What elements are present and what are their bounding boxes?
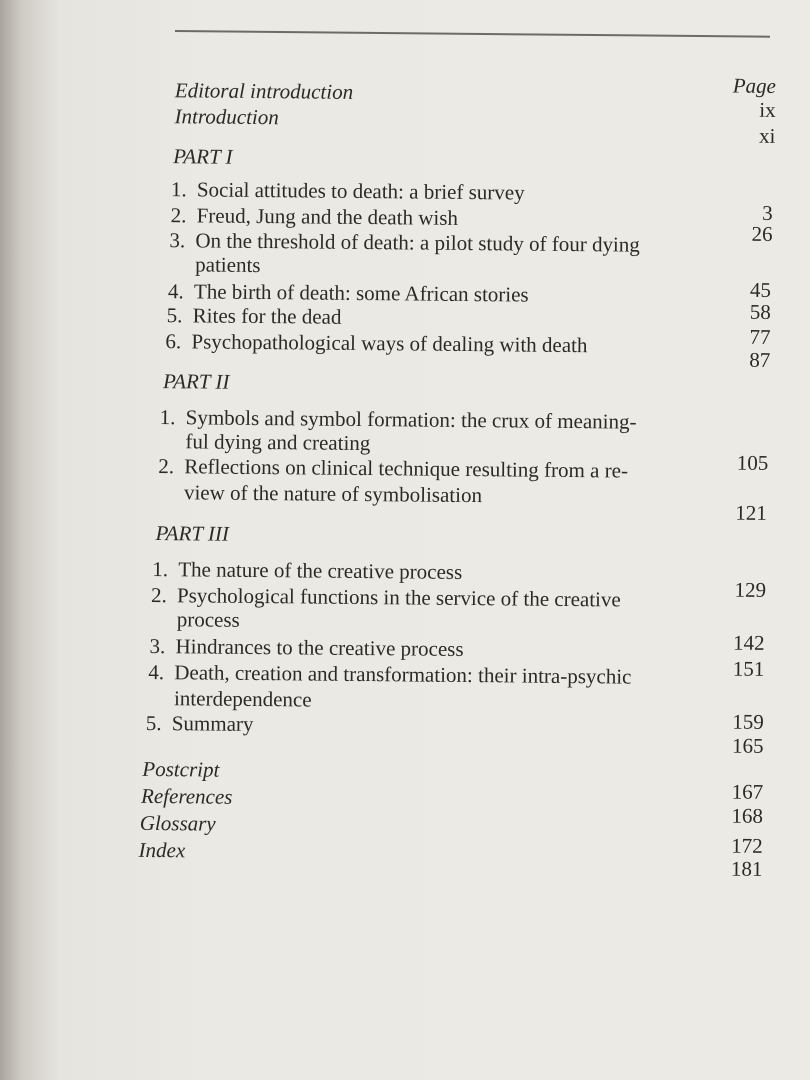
toc-entry-title: Death, creation and transformation: their intra-psychic [174,660,632,689]
toc-entry-page: 165 [731,733,764,758]
toc-entry-title-continued: process [176,607,240,632]
toc-entry-title: Hindrances to the creative process [175,634,464,661]
toc-entry-title: Rites for the dead [192,303,342,329]
toc-entry-title-continued: interdependence [173,686,312,712]
toc-entry-title-continued: patients [195,252,261,278]
toc-entry-number: 4. [148,659,165,685]
toc-entry-title: Summary [171,711,254,736]
toc-entry-page: xi [759,123,776,148]
toc-entry-page: 172 [731,833,763,858]
toc-entry-page: 151 [732,656,765,681]
toc-entry-number: 4. [167,279,184,304]
toc-entry-title: Introduction [174,104,279,130]
toc-entry-page: 121 [735,500,767,525]
toc-entry-number: 1. [170,177,187,202]
toc-entry-page: 3 [762,200,773,225]
toc-entry-number: 1. [152,556,169,582]
toc-entry-title-continued: view of the nature of symbolisation [183,480,483,508]
toc-entry-page: 142 [732,630,765,655]
toc-entry-title: Freud, Jung and the death wish [196,203,459,230]
toc-entry-page: 167 [731,779,764,804]
toc-entry-number: 3. [149,633,166,659]
toc-entry-page: 87 [749,347,771,372]
toc-entry-title: Postcript [142,756,220,782]
toc-entry-number: 5. [166,303,183,328]
toc-entry-page: 58 [749,299,771,324]
toc-entry-page: 129 [734,577,767,602]
toc-entry-number: 1. [159,405,176,430]
toc-entry-number: 5. [145,710,162,736]
toc-entry-page: 77 [749,324,771,349]
toc-entry-title: Symbols and symbol formation: the crux of meaning- [185,405,637,434]
toc-entry-page: 168 [731,803,764,828]
toc-entry-title: Reflections on clinical technique resulting from a re- [184,454,629,483]
toc-entry-title: On the threshold of death: a pilot study of four dying [195,228,640,257]
part-heading: PART II [162,369,230,394]
toc-entry-number: 6. [165,329,182,354]
toc-entry-title: Psychopathological ways of dealing with death [191,329,588,358]
toc-entry-title: Social attitudes to death: a brief survey [196,177,525,205]
toc-entry-number: 2. [170,203,187,228]
toc-entry-page: 105 [736,450,769,475]
toc-entry-page: 26 [751,221,773,246]
toc-entry-number: 2. [150,582,167,608]
toc-entry-page: ix [759,97,776,122]
part-heading: PART III [155,521,230,546]
toc-entry-title: Index [138,837,186,863]
toc-entry-page: 45 [749,277,772,302]
toc-entry-title: Glossary [139,810,216,836]
toc-entry-title: The birth of death: some African stories [193,279,529,307]
toc-entry-title: The nature of the creative process [178,557,463,584]
toc-entry-title: Psychological functions in the service of the creative [176,583,621,612]
toc-entry-page: 181 [730,856,763,881]
toc-entry-title: Editoral introduction [174,78,354,104]
toc-entry-title: References [140,783,233,809]
page-column-header: Page [732,73,777,98]
toc-entry-title-continued: ful dying and creating [185,429,371,456]
toc-entry-number: 2. [158,454,175,479]
toc-entry-page: 159 [732,709,764,734]
part-heading: PART I [173,144,233,169]
toc-entry-number: 3. [169,228,186,253]
